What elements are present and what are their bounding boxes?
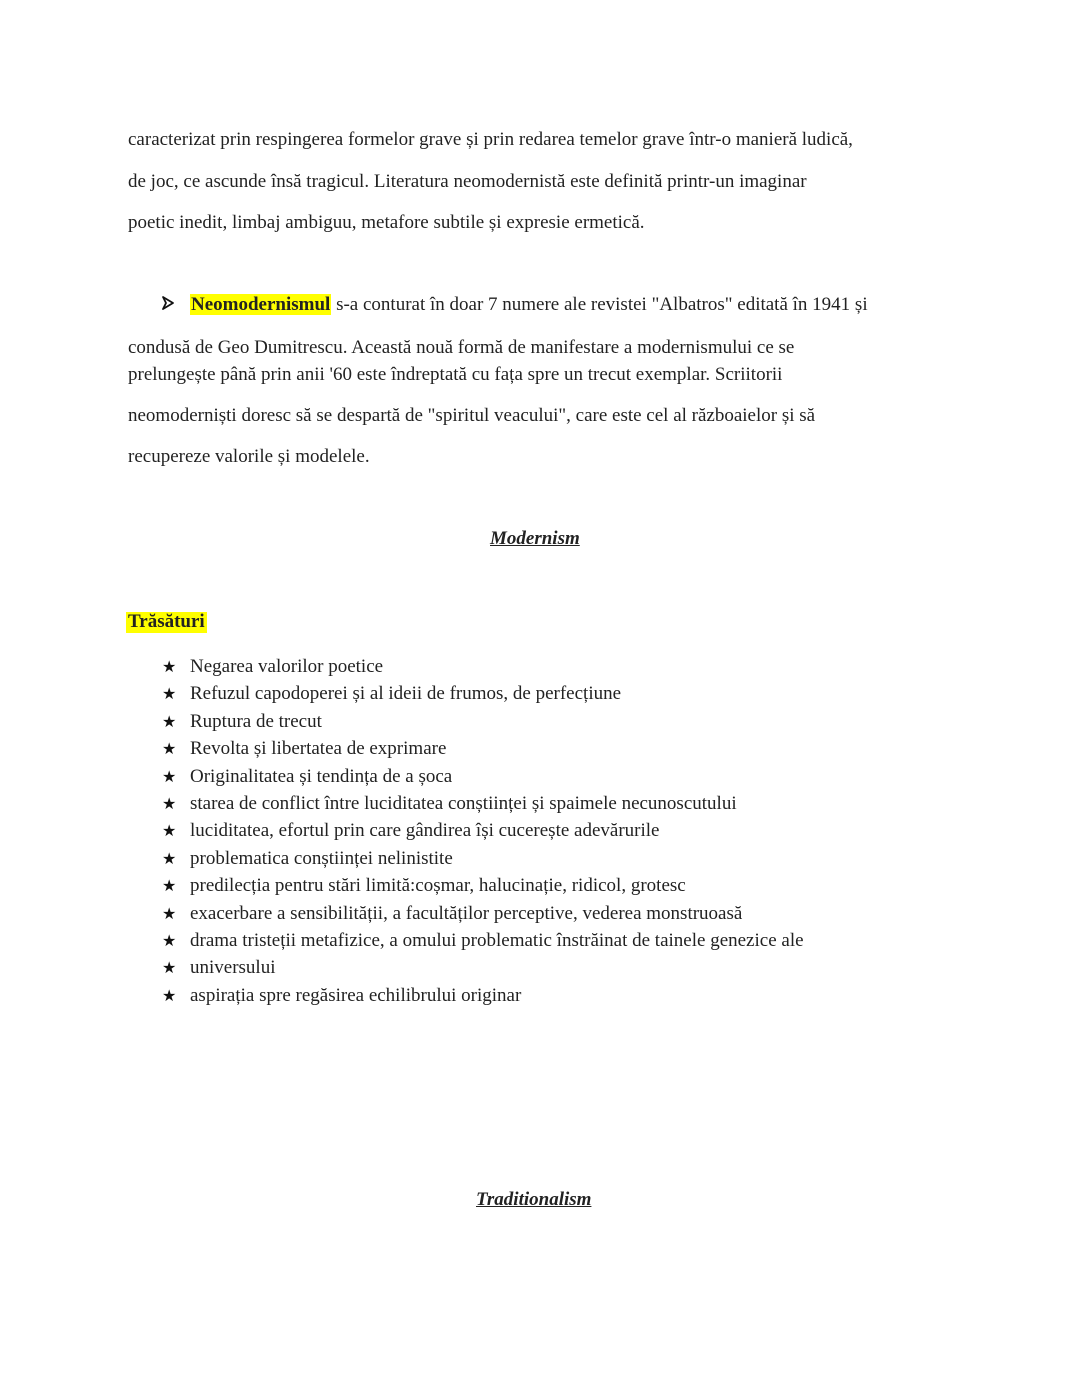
list-item-text: universului xyxy=(190,957,276,979)
list-item-text: Revolta și libertatea de exprimare xyxy=(190,738,447,760)
list-item xyxy=(162,817,804,844)
traits-list xyxy=(162,653,804,1009)
list-item-text: predilecția pentru stări limită:coșmar, halucinație, ridicol, grotesc xyxy=(190,875,686,897)
list-item-text: exacerbare a sensibilității, a facultăților perceptive, vederea monstruoasă xyxy=(190,902,743,924)
arrow-bullet-icon xyxy=(160,295,176,315)
star-bullet-icon: ★ xyxy=(162,876,177,896)
star-bullet-icon: ★ xyxy=(162,766,177,786)
paragraph-2-line: neomoderniști doresc să se despartă de "spiritul veacului", care este cel al războaielor și să xyxy=(128,405,816,426)
list-item xyxy=(162,954,804,981)
paragraph-2-first-line xyxy=(190,295,868,314)
highlighted-term: Neomodernismul xyxy=(191,294,331,315)
star-bullet-icon: ★ xyxy=(162,711,177,731)
list-item xyxy=(162,872,804,899)
list-item-text: starea de conflict între luciditatea conștiinței și spaimele necunoscutului xyxy=(190,793,737,815)
paragraph-2-line: recupereze valorile și modelele. xyxy=(128,446,370,467)
list-item xyxy=(162,653,804,680)
star-bullet-icon: ★ xyxy=(162,931,177,951)
star-bullet-icon: ★ xyxy=(162,657,177,676)
star-bullet-icon: ★ xyxy=(162,821,177,841)
list-item xyxy=(162,680,804,707)
star-bullet-icon: ★ xyxy=(162,985,177,1005)
list-item xyxy=(162,845,804,872)
list-item-text: Negarea valorilor poetice xyxy=(190,656,384,677)
list-item-text: luciditatea, efortul prin care gândirea își cucerește adevărurile xyxy=(190,820,660,842)
star-bullet-icon: ★ xyxy=(162,684,177,704)
paragraph-2-line: prelungește până prin anii '60 este îndreptată cu fața spre un trecut exemplar. Scriitorii xyxy=(128,364,783,385)
star-bullet-icon: ★ xyxy=(162,848,177,868)
list-item xyxy=(162,982,804,1009)
traits-label: Trăsături xyxy=(128,611,205,632)
star-bullet-icon: ★ xyxy=(162,739,177,759)
star-bullet-icon: ★ xyxy=(162,903,177,923)
list-item xyxy=(162,790,804,817)
list-item xyxy=(162,763,804,790)
section-heading-traditionalism: Traditionalism xyxy=(476,1189,592,1210)
list-item-text: aspirația spre regăsirea echilibrului originar xyxy=(190,984,522,1006)
list-item xyxy=(162,927,804,954)
paragraph-1-line: caracterizat prin respingerea formelor grave și prin redarea temelor grave într-o manieră ludică, xyxy=(128,129,853,150)
paragraph-2-line: condusă de Geo Dumitrescu. Această nouă formă de manifestare a modernismului ce se xyxy=(128,337,795,358)
list-item-text: drama tristeții metafizice, a omului problematic înstrăinat de tainele genezice ale xyxy=(190,930,804,952)
list-item-text: problematica conștiinței nelinistite xyxy=(190,847,453,869)
list-item-text: Ruptura de trecut xyxy=(190,710,322,732)
list-item-text: Originalitatea și tendința de a șoca xyxy=(190,765,453,787)
section-heading-modernism: Modernism xyxy=(490,528,580,549)
star-bullet-icon: ★ xyxy=(162,958,177,978)
paragraph-2-first-line-rest: s-a conturat în doar 7 numere ale revistei "Albatros" editată în 1941 și xyxy=(331,294,868,315)
list-item xyxy=(162,900,804,927)
paragraph-1-line: poetic inedit, limbaj ambiguu, metafore subtile și expresie ermetică. xyxy=(128,212,645,233)
list-item xyxy=(162,708,804,735)
star-bullet-icon: ★ xyxy=(162,794,177,814)
list-item-text: Refuzul capodoperei și al ideii de frumos, de perfecțiune xyxy=(190,683,622,705)
arrow-bullet-icon-shape xyxy=(160,295,176,311)
paragraph-1-line: de joc, ce ascunde însă tragicul. Literatura neomodernistă este definită printr-un imaginar xyxy=(128,171,807,192)
list-item xyxy=(162,735,804,762)
